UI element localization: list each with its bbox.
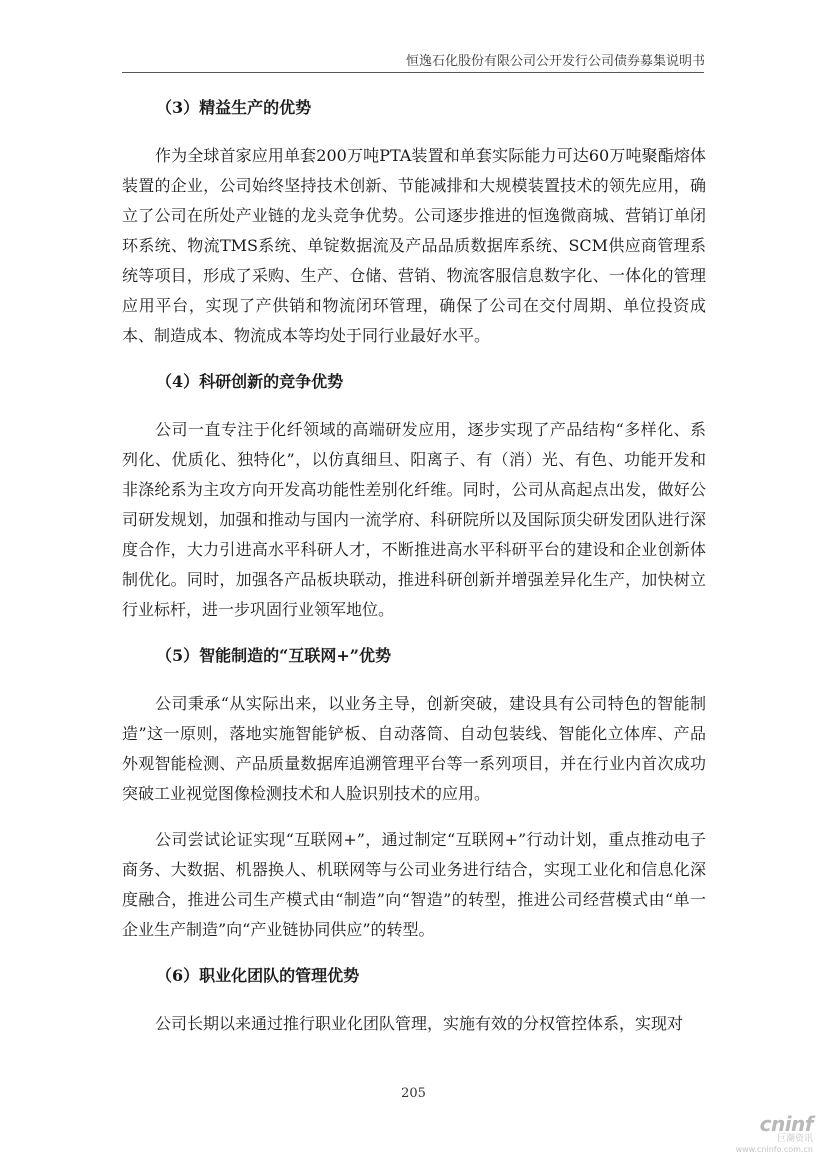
- paragraph: 公司一直专注于化纤领域的高端研发应用，逐步实现了产品结构“多样化、系列化、优质化、独特化”，以仿真细旦、阳离子、有（消）光、有色、功能开发和非涤纶系为主攻方向开发高功能性差别化纤维。同时，公司从高起点出发，做好公司研发规划，加强和推动与国内一流学府、科研院所以及国际顶尖研发团队进行深度合作，大力引进高水平科研人才，不断推进高水平科研平台的建设和企业创新体制优化。同时，加强各产品板块联动，推进科研创新并增强差异化生产，加快树立行业标杆，进一步巩固行业领军地位。: [122, 420, 706, 619]
- paragraph: 公司秉承“从实际出来，以业务主导，创新突破，建设具有公司特色的智能制造”这一原则，落地实施智能铲板、自动落筒、自动包装线、智能化立体库、产品外观智能检测、产品质量数据库追溯管理平台等一系列项目，并在行业内首次成功突破工业视觉图像检测技术和人脸识别技术的应用。: [122, 694, 706, 803]
- document-body: [122, 93, 706, 1055]
- header-divider: [122, 72, 704, 73]
- section-heading-smart-manufacturing: （5）智能制造的“互联网+”优势: [156, 646, 391, 665]
- cninfo-watermark: [723, 1114, 813, 1155]
- watermark-name: 巨潮资讯: [776, 1134, 813, 1144]
- page-number: 205: [401, 1086, 426, 1101]
- watermark-url: www.cninfo.com.cn: [735, 1145, 813, 1154]
- paragraph: 公司尝试论证实现“互联网+”，通过制定“互联网+”行动计划，重点推动电子商务、大数据、机器换人、机联网等与公司业务进行结合，实现工业化和信息化深度融合，推进公司生产模式由“制造”向“智造”的转型，推进公司经营模式由“单一企业生产制造”向“产业链协同供应”的转型。: [122, 830, 706, 939]
- section-heading-lean-production: （3）精益生产的优势: [156, 98, 312, 117]
- document-header: 恒逸石化股份有限公司公开发行公司债券募集说明书: [405, 54, 705, 69]
- section-heading-research-innovation: （4）科研创新的竞争优势: [156, 372, 344, 391]
- paragraph: 公司长期以来通过推行职业化团队管理，实施有效的分权管控体系，实现对: [155, 1014, 684, 1033]
- watermark-logo: cninf: [759, 1112, 813, 1136]
- section-heading-professional-team: （6）职业化团队的管理优势: [156, 966, 360, 985]
- paragraph: 作为全球首家应用单套200万吨PTA装置和单套实际能力可达60万吨聚酯熔体装置的企业，公司始终坚持技术创新、节能减排和大规模装置技术的领先应用，确立了公司在所处产业链的龙头竞争优势。公司逐步推进的恒逸微商城、营销订单闭环系统、物流TMS系统、单锭数据流及产品品质数据库系统、SCM供应商管理系统等项目，形成了采购、生产、仓储、营销、物流客服信息数字化、一体化的管理应用平台，实现了产供销和物流闭环管理，确保了公司在交付周期、单位投资成本、制造成本、物流成本等均处于同行业最好水平。: [122, 146, 706, 345]
